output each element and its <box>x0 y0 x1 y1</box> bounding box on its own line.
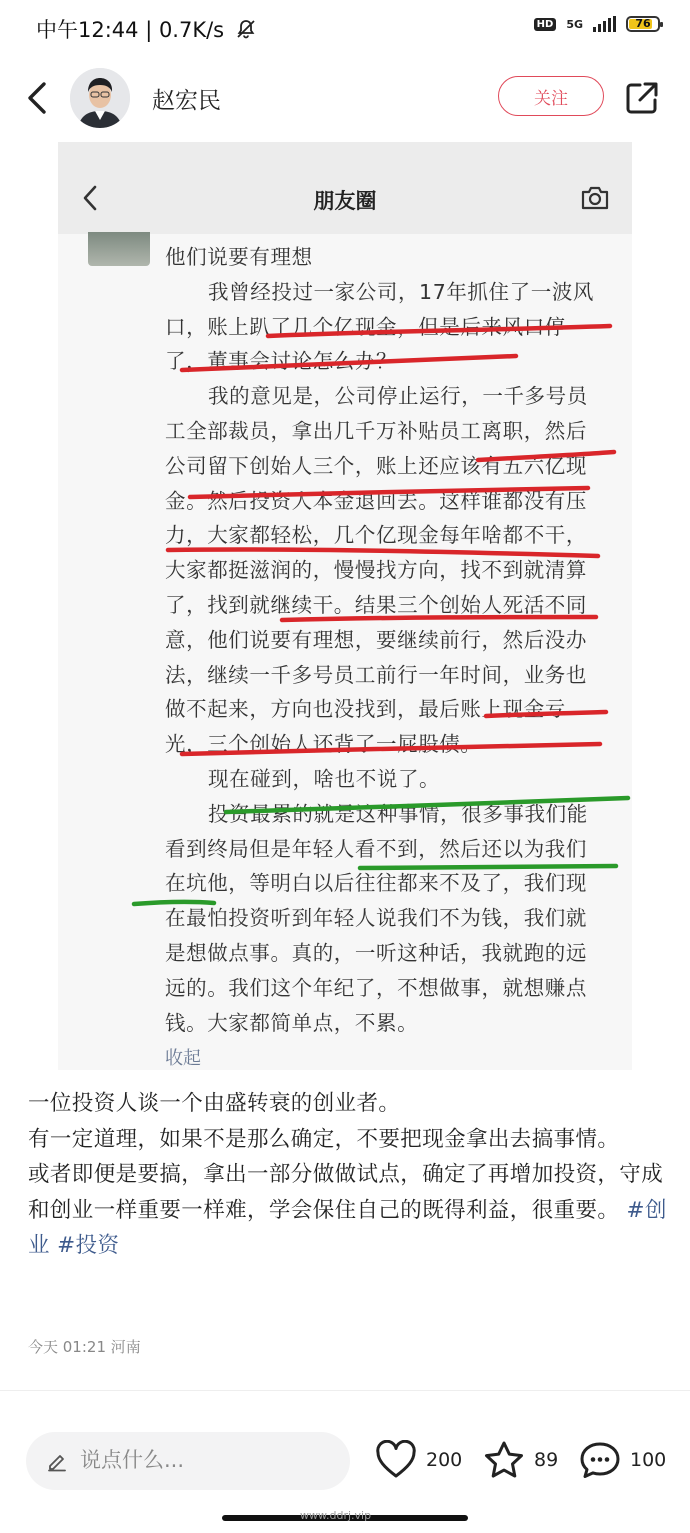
comment-button[interactable] <box>578 1436 666 1484</box>
moment-thumbnail <box>88 232 150 266</box>
battery-level: 76 <box>635 17 651 30</box>
chat-bubble-icon <box>578 1439 622 1481</box>
hashtag-touzi[interactable]: #投资 <box>57 1233 120 1258</box>
post-body <box>28 1086 668 1264</box>
moment-text <box>165 240 605 1040</box>
network-type: 5G <box>566 17 583 31</box>
like-count: 200 <box>426 1449 463 1471</box>
moment-paragraph: 他们说要有理想 <box>165 245 313 269</box>
post-line <box>28 1157 668 1264</box>
moment-paragraph: 我曾经投过一家公司，17年抓住了一波风口，账上趴了几个亿现金，但是后来风口停了，董事会讨论怎么办？ <box>165 279 595 374</box>
comment-input[interactable] <box>26 1432 350 1490</box>
status-indicators <box>534 16 660 32</box>
back-arrow-icon[interactable] <box>20 78 56 118</box>
share-icon[interactable] <box>624 80 660 116</box>
divider <box>0 1390 690 1391</box>
avatar-portrait-icon <box>70 68 130 128</box>
moment-paragraph: 我的意见是，公司停止运行，一千多号员工全部裁员，拿出几千万补贴员工离职，然后公司留下创始人三个，账上还应该有五六亿现金。然后投资人本金退回去。这样谁都没有压力，大家都轻松，几个亿现金每年啥都不干，大家都挺滋润的，慢慢找方向，找不到就清算了，找到就继续干。结果三个创始人死活不同意，他们说要有理想，要继续前行，然后没办法，继续一千多号员工前行一年时间，业务也做不起来，方向也没找到，最后账上现金亏光，三个创始人还背了一屁股债。 <box>165 384 588 757</box>
like-button[interactable] <box>374 1436 462 1484</box>
comment-placeholder[interactable]: 说点什么... <box>80 1448 185 1472</box>
battery-icon <box>626 16 660 32</box>
collect-count: 89 <box>534 1449 559 1471</box>
moment-paragraph: 投资最累的就是这种事情，很多事我们能看到终局但是年轻人看不到，然后还以为我们在坑他，等明白以后往往都来不及了，我们现在最怕投资听到年轻人说我们不为钱，我们就是想做点事。真的，一听这种话，我就跑的远远的。我们这个年纪了，不想做事，就想赚点钱。大家都简单点，不累。 <box>165 801 588 1035</box>
collapse-link: 收起 <box>165 1048 201 1069</box>
status-time <box>36 14 257 44</box>
post-meta: 今天 01:21 河南 <box>28 1338 141 1356</box>
post-line-text: 或者即便是要搞，拿出一部分做做试点，确定了再增加投资，守成和创业一样重要一样难，学会保住自己的既得利益，很重要。 <box>28 1162 664 1223</box>
post-line: 有一定道理，如果不是那么确定，不要把现金拿出去搞事情。 <box>28 1126 620 1152</box>
heart-icon <box>374 1440 418 1480</box>
comment-count: 100 <box>630 1449 667 1471</box>
hashtag-chuangye[interactable]: #创业 <box>28 1197 667 1258</box>
post-line: 一位投资人谈一个由盛转衰的创业者。 <box>28 1091 401 1116</box>
moment-paragraph: 现在碰到，啥也不说了。 <box>208 766 441 791</box>
author-name[interactable]: 赵宏民 <box>152 88 221 114</box>
follow-button[interactable]: 关注 <box>498 76 604 116</box>
status-time-text: 中午12:44 | 0.7K/s <box>36 18 225 42</box>
collect-button[interactable] <box>482 1436 558 1484</box>
signal-icon <box>593 16 616 32</box>
star-icon <box>482 1439 526 1481</box>
watermark: www.ddrj.vip <box>300 1509 372 1522</box>
pencil-icon <box>46 1450 68 1472</box>
avatar[interactable] <box>70 68 130 128</box>
screenshot-title: 朋友圈 <box>313 189 377 213</box>
camera-icon <box>580 184 610 212</box>
hd-badge: HD <box>534 18 557 31</box>
mute-bell-icon <box>235 18 257 40</box>
